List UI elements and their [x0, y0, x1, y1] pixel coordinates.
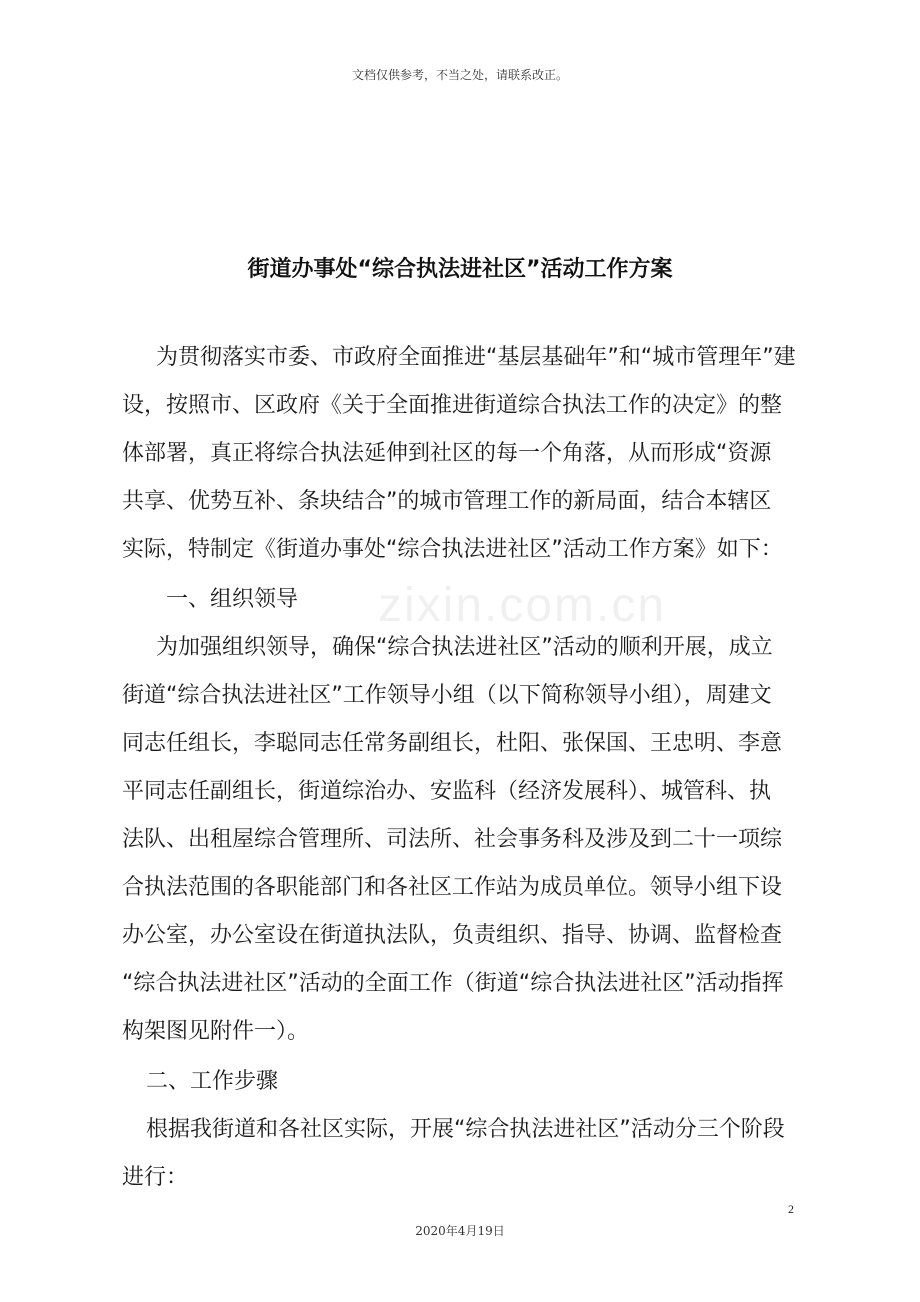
body-line: 法队、出租屋综合管理所、司法所、社会事务科及涉及到二十一项综	[122, 827, 783, 852]
body-line: 街道“综合执法进社区”工作领导小组（以下简称领导小组），周建文	[122, 683, 772, 708]
body-line: 共享、优势互补、条块结合”的城市管理工作的新局面，结合本辖区	[122, 489, 772, 514]
section-heading: 二、工作步骤	[146, 1069, 279, 1094]
section-heading: 一、组织领导	[166, 587, 299, 612]
body-line: 平同志任副组长，街道综治办、安监科（经济发展科）、城管科、执	[122, 779, 772, 804]
body-line: 设，按照市、区政府《关于全面推进街道综合执法工作的决定》的整	[122, 393, 783, 418]
page-number: 2	[788, 1202, 794, 1216]
body-line: “综合执法进社区”活动的全面工作（街道“综合执法进社区”活动指挥	[122, 971, 784, 996]
header-note: 文档仅供参考，不当之处，请联系改正。	[351, 68, 568, 82]
body-line: 体部署，真正将综合执法延伸到社区的每一个角落，从而形成“资源	[122, 441, 772, 466]
footer-date: 2020年4月19日	[415, 1224, 505, 1238]
body-line: 根据我街道和各社区实际，开展“综合执法进社区”活动分三个阶段	[146, 1117, 785, 1142]
body-line: 办公室，办公室设在街道执法队，负责组织、指导、协调、监督检查	[122, 923, 783, 948]
body-line: 同志任组长，李聪同志任常务副组长，杜阳、张保国、王忠明、李意	[122, 731, 783, 756]
watermark: zixin.com.cn	[378, 579, 667, 632]
body-line: 为贯彻落实市委、市政府全面推进“基层基础年”和“城市管理年”建	[156, 345, 796, 370]
body-line: 构架图见附件一）。	[122, 1019, 310, 1044]
body-line: 为加强组织领导，确保“综合执法进社区”活动的顺利开展，成立	[156, 635, 773, 660]
body-line: 进行：	[122, 1165, 189, 1190]
document-title: 街道办事处“综合执法进社区”活动工作方案	[247, 257, 673, 282]
body-line: 合执法范围的各职能部门和各社区工作站为成员单位。领导小组下设	[122, 875, 783, 900]
body-line: 实际，特制定《街道办事处“综合执法进社区”活动工作方案》如下：	[122, 537, 783, 562]
